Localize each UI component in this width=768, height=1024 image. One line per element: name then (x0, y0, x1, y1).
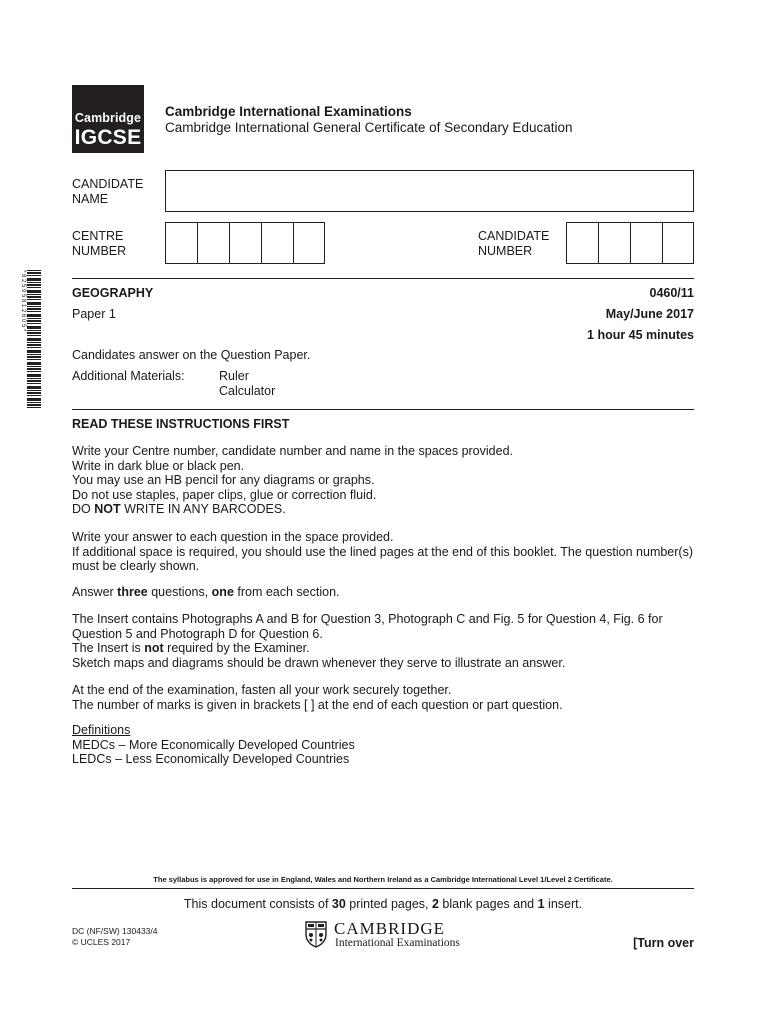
instruction-line: must be clearly shown. (72, 559, 200, 573)
document-reference (72, 926, 158, 948)
instruction-line: Do not use staples, paper clips, glue or correction fluid. (72, 487, 377, 502)
candidate-number-boxes[interactable] (566, 222, 694, 264)
answer-on-note: Candidates answer on the Question Paper. (72, 348, 311, 362)
text-run: Answer (72, 585, 118, 599)
digit-divider (197, 223, 198, 263)
instruction-line: Write your Centre number, candidate number and name in the spaces provided. (72, 444, 513, 458)
candidate-name-label-line2: NAME (72, 192, 109, 206)
instruction-line: Sketch maps and diagrams should be drawn whenever they serve to illustrate an answer. (72, 655, 566, 670)
candidate-number-label-line2: NUMBER (478, 244, 533, 258)
igcse-logo (72, 85, 144, 153)
logo-line-1: Cambridge (74, 111, 142, 125)
copyright: © UCLES 2017 (72, 937, 131, 947)
divider (72, 888, 694, 889)
text-run: from each section. (233, 585, 340, 599)
definitions (72, 723, 712, 767)
text-run: questions, (147, 585, 212, 599)
instruction-line (72, 641, 712, 656)
instruction-line: At the end of the examination, fasten all your work securely together. (72, 683, 452, 697)
instruction-line (72, 502, 712, 517)
material-item: Calculator (219, 383, 276, 398)
instruction-line (72, 585, 712, 600)
syllabus-approval-note: The syllabus is approved for use in England, Wales and Northern Ireland as a Cambridge International Level 1/Level 2 Certificate. (153, 875, 613, 884)
syllabus-code: 0460/11 (649, 286, 694, 300)
text-run-bold: three (117, 585, 148, 599)
exam-duration: 1 hour 45 minutes (587, 328, 694, 342)
turn-over: [Turn over (633, 936, 694, 950)
board-subtitle: Cambridge International General Certificate of Secondary Education (165, 120, 573, 135)
instruction-line: The number of marks is given in brackets [ ] at the end of each question or part question. (72, 697, 563, 712)
exam-session: May/June 2017 (605, 307, 694, 321)
text-run-bold: NOT (94, 502, 121, 516)
instruction-line: Question 5 and Photograph D for Question 6. (72, 626, 323, 641)
centre-number-label-line2: NUMBER (72, 244, 127, 258)
cambridge-crest-icon (304, 920, 328, 948)
cambridge-wordmark: CAMBRIDGE (334, 919, 446, 938)
instruction-line: You may use an HB pencil for any diagrams or graphs. (72, 473, 375, 487)
candidate-name-label-line1: CANDIDATE (72, 177, 144, 191)
digit-divider (630, 223, 631, 263)
text-run: printed pages, (345, 897, 432, 911)
digit-divider (293, 223, 294, 263)
text-run: DO (72, 502, 95, 516)
blank-pages-count: 2 (431, 897, 439, 911)
digit-divider (261, 223, 262, 263)
text-run: WRITE IN ANY BARCODES. (120, 502, 286, 516)
insert-count: 1 (537, 897, 545, 911)
instructions-block-1 (72, 444, 712, 517)
text-run: insert. (544, 897, 583, 911)
printed-pages-count: 30 (331, 897, 346, 911)
instructions-heading: READ THESE INSTRUCTIONS FIRST (72, 417, 290, 431)
candidate-name-field[interactable] (165, 170, 694, 212)
text-run: required by the Examiner. (163, 641, 310, 655)
answer-instruction (72, 585, 712, 600)
text-run: blank pages and (438, 897, 538, 911)
definition-item: MEDCs – More Economically Developed Countries (72, 737, 355, 752)
cambridge-wordmark-sub: International Examinations (335, 937, 460, 949)
text-run: This document consists of (183, 897, 332, 911)
barcode-digits: * 8 2 5 9 5 8 1 2 6 0 5 * (20, 270, 26, 332)
candidate-name-label (72, 177, 143, 207)
centre-number-boxes[interactable] (165, 222, 325, 264)
paper-number: Paper 1 (72, 307, 116, 321)
materials-list (219, 369, 275, 398)
divider (72, 409, 694, 410)
divider (72, 278, 694, 279)
page-count (72, 897, 694, 911)
instructions-block-2 (72, 530, 712, 574)
reference-code: DC (NF/SW) 130433/4 (72, 926, 158, 936)
centre-number-label-line1: CENTRE (72, 229, 124, 243)
candidate-number-label-line1: CANDIDATE (478, 229, 550, 243)
subject: GEOGRAPHY (72, 286, 154, 300)
end-instructions (72, 683, 712, 712)
definition-item: LEDCs – Less Economically Developed Countries (72, 752, 350, 766)
text-run-bold: not (144, 641, 164, 655)
barcode (27, 270, 41, 410)
instruction-line: Write in dark blue or black pen. (72, 458, 245, 473)
instruction-line: If additional space is required, you should use the lined pages at the end of this booklet. The question number(s) (72, 544, 693, 559)
text-run: The Insert is (72, 641, 145, 655)
candidate-number-label (478, 229, 549, 259)
text-run-bold: one (211, 585, 234, 599)
insert-instructions (72, 612, 712, 670)
digit-divider (229, 223, 230, 263)
board-title: Cambridge International Examinations (165, 104, 412, 119)
digit-divider (598, 223, 599, 263)
definitions-heading: Definitions (72, 723, 131, 737)
instruction-line: Write your answer to each question in the space provided. (72, 530, 394, 544)
centre-number-label (72, 229, 126, 259)
instruction-line: The Insert contains Photographs A and B for Question 3, Photograph C and Fig. 5 for Question 4, Fig. 6 for (72, 612, 663, 626)
materials-label: Additional Materials: (72, 369, 185, 383)
digit-divider (662, 223, 663, 263)
material-item: Ruler (219, 369, 249, 383)
logo-line-2: IGCSE (74, 126, 142, 149)
